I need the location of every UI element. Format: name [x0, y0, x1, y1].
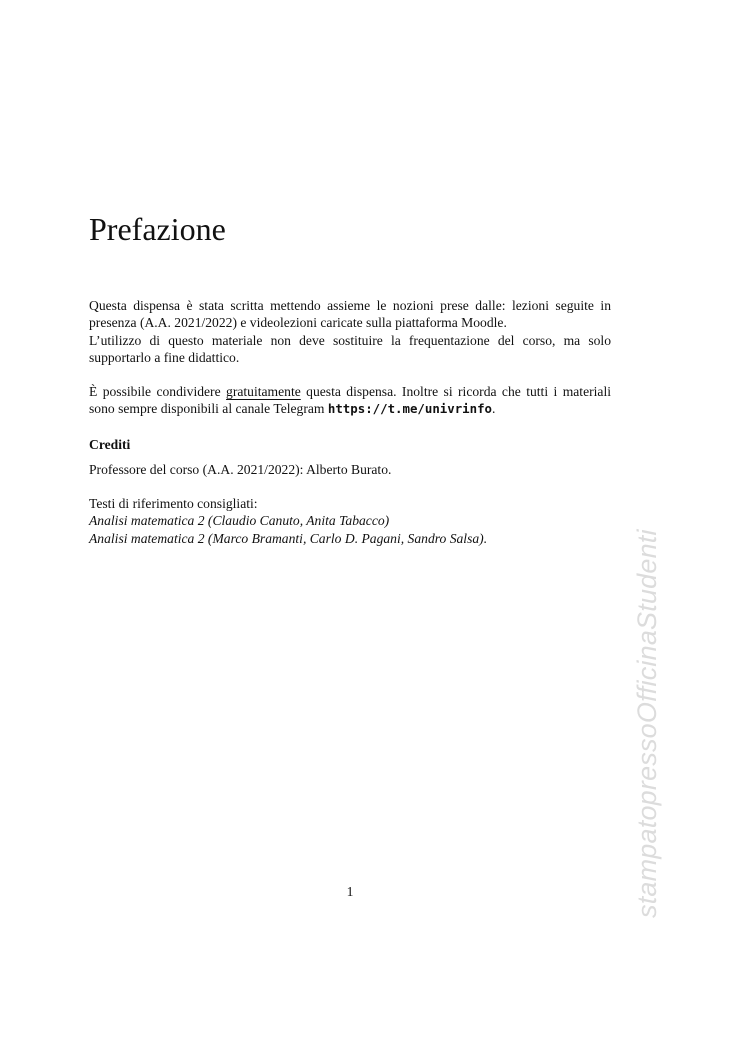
watermark: stampatopressoOfficinaStudenti — [632, 529, 662, 918]
sharing-text-start: È possibile condividere — [89, 384, 227, 399]
sharing-text-middle: questa dispensa. Inoltre si ricorda che tutti i materiali sono sempre disponibili al canale Telegram — [89, 384, 611, 417]
reference-item: Analisi matematica 2 (Marco Bramanti, Carlo D. Pagani, Sandro Salsa). — [89, 530, 488, 546]
references-block — [89, 495, 487, 547]
page-number: 1 — [346, 884, 354, 899]
professor-line: Professore del corso (A.A. 2021/2022): Alberto Burato. — [89, 462, 392, 477]
references-heading: Testi di riferimento consigliati: — [89, 496, 258, 511]
sharing-emphasis: gratuitamente — [226, 384, 301, 399]
credits-heading: Crediti — [89, 437, 131, 452]
intro-sentence-1: Questa dispensa è stata scritta mettendo assieme le nozioni prese dalle: lezioni seguite in presenza (A.A. 2021/2022) e videolezioni caricate sulla piattaforma Moodle. — [89, 298, 611, 331]
reference-item: Analisi matematica 2 (Claudio Canuto, Anita Tabacco) — [89, 513, 390, 529]
telegram-link[interactable]: https://t.me/univrinfo — [327, 401, 493, 417]
sharing-text-end: . — [492, 401, 496, 417]
sharing-paragraph — [89, 383, 611, 418]
intro-paragraph — [89, 297, 611, 367]
intro-sentence-2: L’utilizzo di questo materiale non deve sostituire la frequentazione del corso, ma solo supportarlo a fine didattico. — [89, 332, 611, 366]
page-title: Prefazione — [89, 211, 226, 247]
